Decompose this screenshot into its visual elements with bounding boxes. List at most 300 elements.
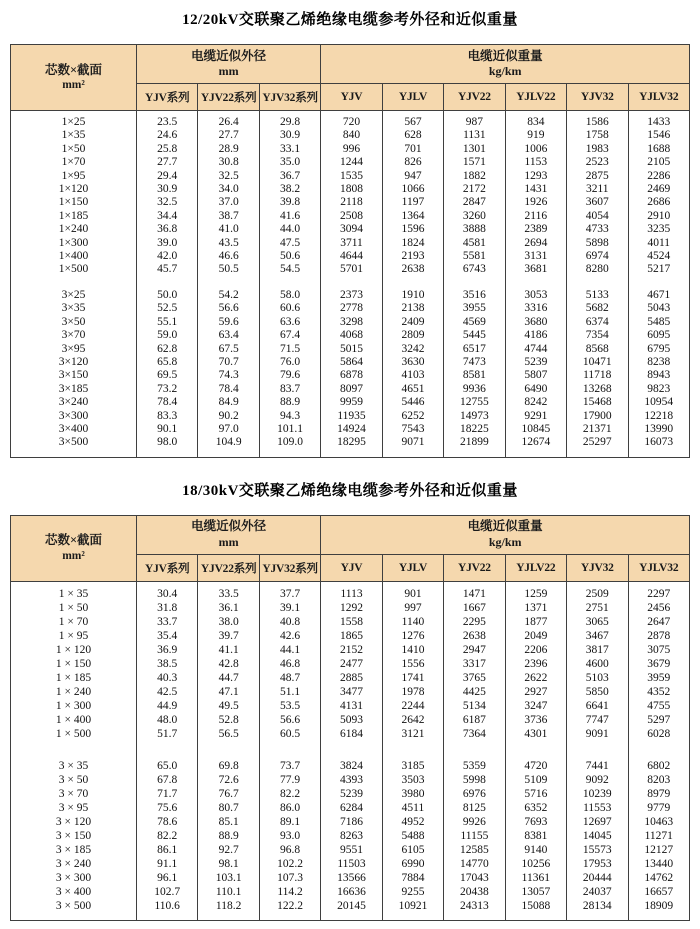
value-cell: 4524 [628, 250, 690, 263]
value-cell: 2116 [505, 210, 566, 223]
spacer-row [11, 450, 690, 458]
value-cell: 51.7 [137, 727, 198, 741]
value-cell: 720 [321, 116, 382, 129]
value-cell: 5217 [628, 263, 690, 276]
value-cell: 1431 [505, 183, 566, 196]
value-cell: 567 [382, 116, 443, 129]
value-cell: 5297 [628, 713, 690, 727]
row-label-cell: 3×50 [11, 316, 137, 329]
header-core-section-label: 芯数×截面 [44, 62, 103, 77]
value-cell: 9779 [628, 801, 690, 815]
value-cell: 23.5 [137, 116, 198, 129]
value-cell: 32.5 [198, 170, 259, 183]
value-cell: 25297 [567, 436, 628, 449]
spacer-cell [259, 913, 320, 921]
spacer-cell [137, 277, 198, 289]
value-cell: 36.9 [137, 643, 198, 657]
spacer-cell [198, 450, 259, 458]
table-row [11, 343, 690, 356]
value-cell: 4011 [628, 237, 690, 250]
value-cell: 33.1 [259, 143, 320, 156]
row-label-cell: 1 × 240 [11, 685, 137, 699]
value-cell: 2809 [382, 329, 443, 342]
value-cell: 79.6 [259, 369, 320, 382]
row-label-cell: 3×70 [11, 329, 137, 342]
value-cell: 8943 [628, 369, 690, 382]
value-cell: 77.9 [259, 773, 320, 787]
spacer-cell [198, 913, 259, 921]
row-label-cell: 3×150 [11, 369, 137, 382]
value-cell: 2456 [628, 601, 690, 615]
spacer-cell [259, 277, 320, 289]
value-cell: 3242 [382, 343, 443, 356]
value-cell: 3503 [382, 773, 443, 787]
table-row [11, 237, 690, 250]
value-cell: 3980 [382, 787, 443, 801]
row-label-cell: 1×120 [11, 183, 137, 196]
value-cell: 7473 [444, 356, 505, 369]
value-cell: 3630 [382, 356, 443, 369]
value-cell: 6028 [628, 727, 690, 741]
value-cell: 2172 [444, 183, 505, 196]
value-cell: 1824 [382, 237, 443, 250]
value-cell: 65.8 [137, 356, 198, 369]
row-label-cell: 1×35 [11, 129, 137, 142]
table-row [11, 699, 690, 713]
value-cell: 9255 [382, 885, 443, 899]
value-cell: 2295 [444, 615, 505, 629]
value-cell: 5134 [444, 699, 505, 713]
header-col-yjlv: YJLV [382, 84, 443, 111]
value-cell: 82.2 [137, 829, 198, 843]
value-cell: 1276 [382, 629, 443, 643]
spacer-cell [567, 277, 628, 289]
value-cell: 56.6 [259, 713, 320, 727]
value-cell: 4301 [505, 727, 566, 741]
value-cell: 28134 [567, 899, 628, 913]
value-cell: 834 [505, 116, 566, 129]
value-cell: 9291 [505, 410, 566, 423]
value-cell: 2396 [505, 657, 566, 671]
table-row [11, 250, 690, 263]
value-cell: 1978 [382, 685, 443, 699]
value-cell: 5043 [628, 302, 690, 315]
value-cell: 97.0 [198, 423, 259, 436]
value-cell: 6284 [321, 801, 382, 815]
value-cell: 40.3 [137, 671, 198, 685]
value-cell: 6976 [444, 787, 505, 801]
value-cell: 1558 [321, 615, 382, 629]
value-cell: 20145 [321, 899, 382, 913]
value-cell: 2647 [628, 615, 690, 629]
value-cell: 2638 [444, 629, 505, 643]
spacer-cell [321, 450, 382, 458]
row-label-cell: 1 × 150 [11, 657, 137, 671]
spacer-cell [137, 450, 198, 458]
value-cell: 11503 [321, 857, 382, 871]
row-label-cell: 3 × 150 [11, 829, 137, 843]
value-cell: 2409 [382, 316, 443, 329]
value-cell: 69.8 [198, 759, 259, 773]
table-row [11, 685, 690, 699]
row-label-cell: 3 × 70 [11, 787, 137, 801]
value-cell: 17043 [444, 871, 505, 885]
table-row [11, 436, 690, 449]
value-cell: 83.3 [137, 410, 198, 423]
value-cell: 1586 [567, 116, 628, 129]
value-cell: 38.2 [259, 183, 320, 196]
value-cell: 56.6 [198, 302, 259, 315]
value-cell: 15088 [505, 899, 566, 913]
value-cell: 919 [505, 129, 566, 142]
row-label-cell: 1×240 [11, 223, 137, 236]
value-cell: 5716 [505, 787, 566, 801]
header-col-yjv: YJV [321, 84, 382, 111]
spacer-cell [382, 741, 443, 759]
value-cell: 21371 [567, 423, 628, 436]
value-cell: 4103 [382, 369, 443, 382]
value-cell: 6490 [505, 383, 566, 396]
table-row [11, 773, 690, 787]
value-cell: 3467 [567, 629, 628, 643]
row-label-cell: 1 × 120 [11, 643, 137, 657]
row-label-cell: 3×400 [11, 423, 137, 436]
header-col-yjv-series: YJV系列 [137, 84, 198, 111]
value-cell: 51.1 [259, 685, 320, 699]
value-cell: 3075 [628, 643, 690, 657]
value-cell: 2206 [505, 643, 566, 657]
table-row [11, 713, 690, 727]
row-label-cell: 3×185 [11, 383, 137, 396]
value-cell: 2469 [628, 183, 690, 196]
header-core-section [11, 45, 137, 111]
header-core-section [11, 515, 137, 581]
spacer-cell [382, 277, 443, 289]
value-cell: 5807 [505, 369, 566, 382]
value-cell: 4952 [382, 815, 443, 829]
spacer-cell [628, 277, 690, 289]
value-cell: 3607 [567, 196, 628, 209]
value-cell: 5446 [382, 396, 443, 409]
table-row [11, 196, 690, 209]
value-cell: 6990 [382, 857, 443, 871]
value-cell: 1741 [382, 671, 443, 685]
table-row [11, 263, 690, 276]
value-cell: 2509 [567, 587, 628, 601]
row-label-cell: 1×50 [11, 143, 137, 156]
value-cell: 2049 [505, 629, 566, 643]
value-cell: 73.2 [137, 383, 198, 396]
value-cell: 3680 [505, 316, 566, 329]
table-row [11, 643, 690, 657]
value-cell: 47.1 [198, 685, 259, 699]
value-cell: 41.6 [259, 210, 320, 223]
value-cell: 2878 [628, 629, 690, 643]
value-cell: 86.0 [259, 801, 320, 815]
spacer-cell [198, 277, 259, 289]
value-cell: 1140 [382, 615, 443, 629]
value-cell: 46.8 [259, 657, 320, 671]
value-cell: 987 [444, 116, 505, 129]
table-row [11, 671, 690, 685]
value-cell: 3235 [628, 223, 690, 236]
value-cell: 2118 [321, 196, 382, 209]
value-cell: 1301 [444, 143, 505, 156]
value-cell: 3888 [444, 223, 505, 236]
value-cell: 25.8 [137, 143, 198, 156]
value-cell: 1926 [505, 196, 566, 209]
row-label-cell: 3×240 [11, 396, 137, 409]
value-cell: 43.5 [198, 237, 259, 250]
table-row [11, 396, 690, 409]
row-label-cell: 3 × 400 [11, 885, 137, 899]
header-diameter-group-unit: mm [218, 64, 239, 79]
value-cell: 58.0 [259, 289, 320, 302]
value-cell: 34.0 [198, 183, 259, 196]
value-cell: 2638 [382, 263, 443, 276]
header-col-yjlv32: YJLV32 [628, 84, 690, 111]
value-cell: 3736 [505, 713, 566, 727]
row-label-cell: 3 × 300 [11, 871, 137, 885]
table-row [11, 615, 690, 629]
value-cell: 45.7 [137, 263, 198, 276]
table-row [11, 116, 690, 129]
value-cell: 1596 [382, 223, 443, 236]
value-cell: 59.0 [137, 329, 198, 342]
value-cell: 12585 [444, 843, 505, 857]
value-cell: 102.2 [259, 857, 320, 871]
value-cell: 6252 [382, 410, 443, 423]
value-cell: 32.5 [137, 196, 198, 209]
value-cell: 10954 [628, 396, 690, 409]
value-cell: 4720 [505, 759, 566, 773]
value-cell: 63.6 [259, 316, 320, 329]
value-cell: 7354 [567, 329, 628, 342]
spacer-cell [259, 450, 320, 458]
value-cell: 29.4 [137, 170, 198, 183]
spacer-cell [382, 450, 443, 458]
value-cell: 2875 [567, 170, 628, 183]
value-cell: 3053 [505, 289, 566, 302]
row-label-cell: 1 × 500 [11, 727, 137, 741]
value-cell: 2686 [628, 196, 690, 209]
value-cell: 11271 [628, 829, 690, 843]
value-cell: 24313 [444, 899, 505, 913]
value-cell: 110.6 [137, 899, 198, 913]
row-label-cell: 3×35 [11, 302, 137, 315]
value-cell: 90.1 [137, 423, 198, 436]
table-row [11, 727, 690, 741]
spacer-cell [321, 741, 382, 759]
value-cell: 52.5 [137, 302, 198, 315]
value-cell: 6184 [321, 727, 382, 741]
value-cell: 24037 [567, 885, 628, 899]
value-cell: 67.5 [198, 343, 259, 356]
value-cell: 1292 [321, 601, 382, 615]
row-label-cell: 3 × 50 [11, 773, 137, 787]
value-cell: 78.4 [198, 383, 259, 396]
value-cell: 42.8 [198, 657, 259, 671]
table-row [11, 801, 690, 815]
spacer-cell [198, 741, 259, 759]
table-row [11, 759, 690, 773]
value-cell: 36.7 [259, 170, 320, 183]
value-cell: 3681 [505, 263, 566, 276]
value-cell: 6374 [567, 316, 628, 329]
value-cell: 94.3 [259, 410, 320, 423]
table-row [11, 356, 690, 369]
spacer-cell [321, 913, 382, 921]
value-cell: 71.7 [137, 787, 198, 801]
value-cell: 65.0 [137, 759, 198, 773]
value-cell: 11553 [567, 801, 628, 815]
value-cell: 2297 [628, 587, 690, 601]
value-cell: 21899 [444, 436, 505, 449]
row-label-cell: 1×150 [11, 196, 137, 209]
value-cell: 18909 [628, 899, 690, 913]
value-cell: 30.9 [259, 129, 320, 142]
value-cell: 4511 [382, 801, 443, 815]
value-cell: 16073 [628, 436, 690, 449]
value-cell: 54.5 [259, 263, 320, 276]
table-row [11, 143, 690, 156]
value-cell: 78.6 [137, 815, 198, 829]
value-cell: 36.1 [198, 601, 259, 615]
value-cell: 80.7 [198, 801, 259, 815]
value-cell: 3094 [321, 223, 382, 236]
value-cell: 2910 [628, 210, 690, 223]
value-cell: 2847 [444, 196, 505, 209]
value-cell: 41.1 [198, 643, 259, 657]
value-cell: 5864 [321, 356, 382, 369]
value-cell: 4068 [321, 329, 382, 342]
spacer-cell [444, 277, 505, 289]
header-weight-group-unit: kg/km [488, 64, 522, 79]
value-cell: 10463 [628, 815, 690, 829]
row-label-cell: 3×500 [11, 436, 137, 449]
value-cell: 5488 [382, 829, 443, 843]
value-cell: 33.7 [137, 615, 198, 629]
spacer-cell [382, 913, 443, 921]
value-cell: 3121 [382, 727, 443, 741]
value-cell: 76.0 [259, 356, 320, 369]
value-cell: 38.0 [198, 615, 259, 629]
value-cell: 1808 [321, 183, 382, 196]
value-cell: 72.6 [198, 773, 259, 787]
value-cell: 54.2 [198, 289, 259, 302]
value-cell: 8242 [505, 396, 566, 409]
value-cell: 8979 [628, 787, 690, 801]
value-cell: 2138 [382, 302, 443, 315]
value-cell: 56.5 [198, 727, 259, 741]
value-cell: 12674 [505, 436, 566, 449]
value-cell: 10921 [382, 899, 443, 913]
value-cell: 1197 [382, 196, 443, 209]
value-cell: 39.0 [137, 237, 198, 250]
table-row [11, 657, 690, 671]
value-cell: 49.5 [198, 699, 259, 713]
table-row [11, 223, 690, 236]
value-cell: 7186 [321, 815, 382, 829]
value-cell: 1877 [505, 615, 566, 629]
value-cell: 9926 [444, 815, 505, 829]
value-cell: 6974 [567, 250, 628, 263]
spacer-cell [628, 913, 690, 921]
table-row [11, 210, 690, 223]
value-cell: 7884 [382, 871, 443, 885]
value-cell: 118.2 [198, 899, 259, 913]
value-cell: 37.7 [259, 587, 320, 601]
value-cell: 9071 [382, 436, 443, 449]
header-col-yjv32: YJV32 [567, 84, 628, 111]
spacer-cell [567, 450, 628, 458]
spacer-cell [505, 913, 566, 921]
value-cell: 2927 [505, 685, 566, 699]
value-cell: 98.1 [198, 857, 259, 871]
value-cell: 1259 [505, 587, 566, 601]
value-cell: 1667 [444, 601, 505, 615]
value-cell: 88.9 [198, 829, 259, 843]
value-cell: 12697 [567, 815, 628, 829]
value-cell: 1153 [505, 156, 566, 169]
value-cell: 4054 [567, 210, 628, 223]
value-cell: 42.6 [259, 629, 320, 643]
value-cell: 3131 [505, 250, 566, 263]
value-cell: 114.2 [259, 885, 320, 899]
value-cell: 11155 [444, 829, 505, 843]
value-cell: 16636 [321, 885, 382, 899]
header-col-yjv22-series: YJV22系列 [198, 84, 259, 111]
value-cell: 14045 [567, 829, 628, 843]
value-cell: 4755 [628, 699, 690, 713]
value-cell: 3065 [567, 615, 628, 629]
value-cell: 27.7 [198, 129, 259, 142]
value-cell: 6802 [628, 759, 690, 773]
value-cell: 1471 [444, 587, 505, 601]
value-cell: 5682 [567, 302, 628, 315]
value-cell: 107.3 [259, 871, 320, 885]
value-cell: 5998 [444, 773, 505, 787]
value-cell: 9091 [567, 727, 628, 741]
value-cell: 93.0 [259, 829, 320, 843]
header-col-yjlv32: YJLV32 [628, 554, 690, 581]
row-label-cell: 1×400 [11, 250, 137, 263]
spacer-row [11, 741, 690, 759]
spacer-cell [321, 277, 382, 289]
table-row [11, 871, 690, 885]
value-cell: 14762 [628, 871, 690, 885]
value-cell: 8203 [628, 773, 690, 787]
value-cell: 104.9 [198, 436, 259, 449]
row-label-cell: 1 × 400 [11, 713, 137, 727]
value-cell: 13990 [628, 423, 690, 436]
value-cell: 70.7 [198, 356, 259, 369]
value-cell: 1758 [567, 129, 628, 142]
table-row [11, 899, 690, 913]
value-cell: 10845 [505, 423, 566, 436]
value-cell: 4425 [444, 685, 505, 699]
header-col-yjlv22: YJLV22 [505, 84, 566, 111]
row-label-cell: 3 × 95 [11, 801, 137, 815]
value-cell: 3477 [321, 685, 382, 699]
header-col-yjv22: YJV22 [444, 84, 505, 111]
value-cell: 41.0 [198, 223, 259, 236]
value-cell: 13440 [628, 857, 690, 871]
value-cell: 37.0 [198, 196, 259, 209]
value-cell: 30.4 [137, 587, 198, 601]
value-cell: 2751 [567, 601, 628, 615]
spacer-cell [444, 913, 505, 921]
